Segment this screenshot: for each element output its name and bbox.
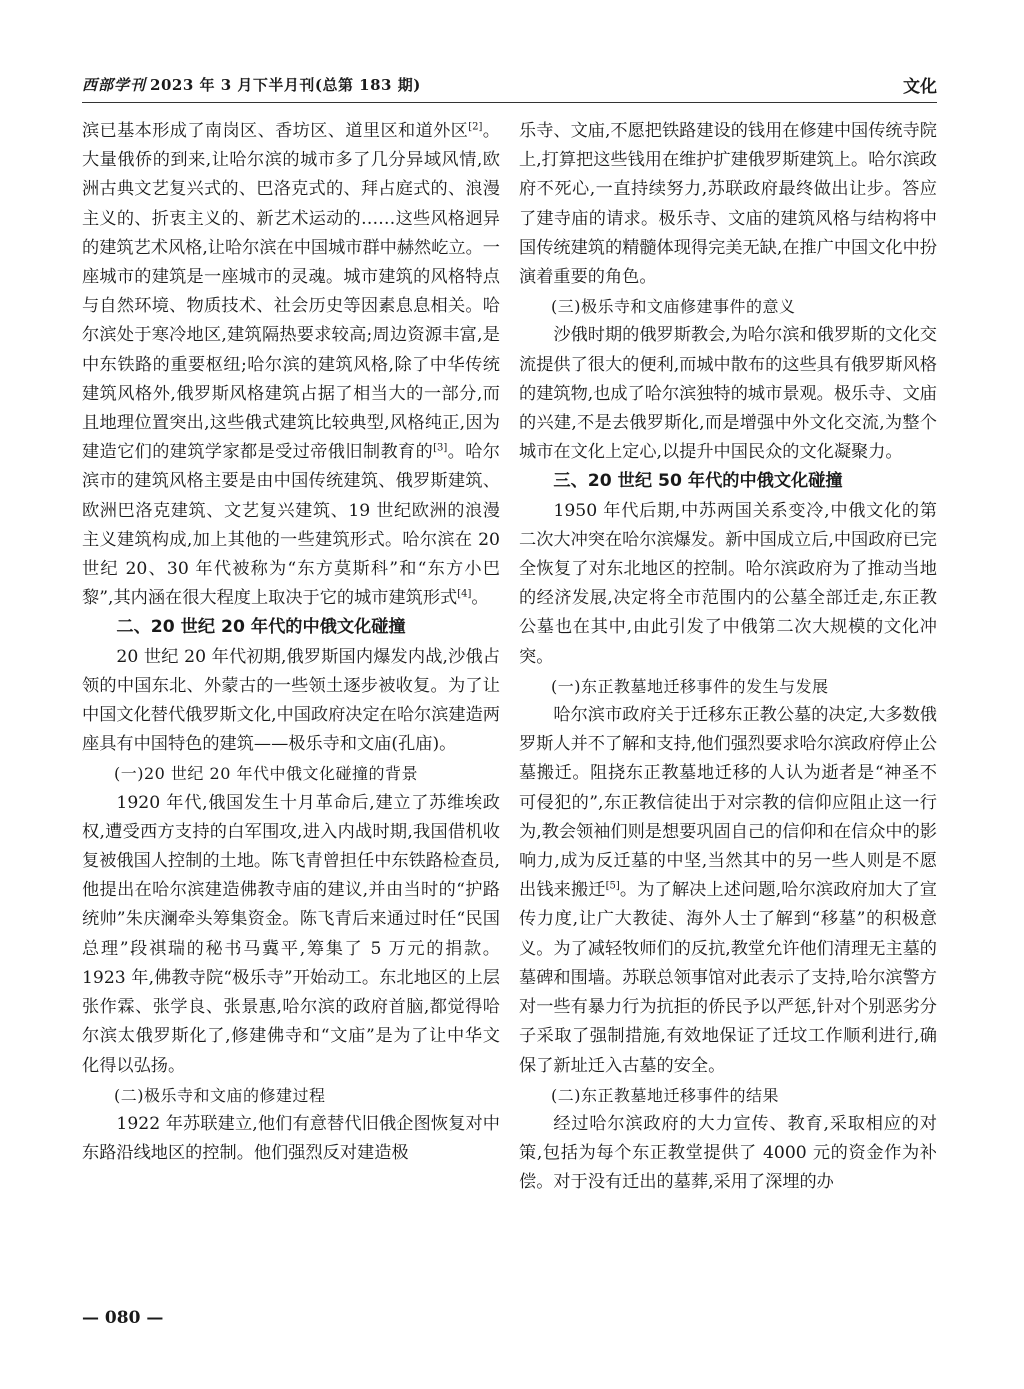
body-paragraph [519,1110,937,1198]
text-run: 哈尔滨市政府关于迁移东正教公墓的决定,大多数俄罗斯人并不了解和支持,他们强烈要求哈尔滨政府停止公墓搬迁。阻挠东正教墓地迁移的人认为逝者是“神圣不可侵犯的”,东正教信徒出于对宗教的信仰应阻止这一行为,教会领袖们则是想要巩固自己的信仰和在信众中的影响力,成为反迁墓的中坚,当然其中的另一些人则是不愿出钱来搬迁 [519,705,937,901]
right-column [519,117,937,1198]
text-run: (三)极乐寺和文庙修建事件的意义 [551,297,796,317]
subsection-heading [82,1081,500,1110]
subsection-heading [82,759,500,788]
citation-marker: [5] [605,880,620,892]
text-run: 。哈尔滨市的建筑风格主要是由中国传统建筑、俄罗斯建筑、欧洲巴洛克建筑、文艺复兴建筑、19 世纪欧洲的浪漫主义建筑构成,加上其他的一些建筑形式。哈尔滨在 20 世纪 20、30 年代被称为“东方莫斯科”和“东方小巴黎”,其内涵在很大程度上取决于它的城市建筑形式 [82,442,500,609]
text-run: (二)极乐寺和文庙的修建过程 [114,1085,326,1105]
body-paragraph [82,643,500,760]
text-run: 乐寺、文庙,不愿把铁路建设的钱用在修建中国传统寺院上,打算把这些钱用在维护扩建俄罗斯建筑上。哈尔滨政府不死心,一直持续努力,苏联政府最终做出让步。答应了建寺庙的请求。极乐寺、文庙的建筑风格与结构将中国传统建筑的精髓体现得完美无缺,在推广中国文化中扮演着重要的角色。 [519,121,937,288]
subsection-heading [519,672,937,701]
text-run: 1922 年苏联建立,他们有意替代旧俄企图恢复对中东路沿线地区的控制。他们强烈反对建造极 [82,1113,500,1164]
body-paragraph [82,789,500,1081]
text-run: 。为了解决上述问题,哈尔滨政府加大了宣传力度,让广大教徒、海外人士了解到“移墓”的积极意义。为了减轻牧师们的反抗,教堂允许他们清理无主墓的墓碑和围墙。苏联总领事馆对此表示了支持,哈尔滨警方对一些有暴力行为抗拒的侨民予以严惩,针对个别恶劣分子采取了强制措施,有效地保证了迁坟工作顺利进行,确保了新址迁入古墓的安全。 [519,880,937,1076]
text-run: (一)东正教墓地迁移事件的发生与发展 [551,676,829,696]
text-run: 。大量俄侨的到来,让哈尔滨的城市多了几分异域风情,欧洲古典文艺复兴式的、巴洛克式的、拜占庭式的、浪漫主义的、折衷主义的、新艺术运动的……这些风格迥异的建筑艺术风格,让哈尔滨在中国城市群中赫然屹立。一座城市的建筑是一座城市的灵魂。城市建筑的风格特点与自然环境、物质技术、社会历史等因素息息相关。哈尔滨处于寒冷地区,建筑隔热要求较高;周边资源丰富,是中东铁路的重要枢纽;哈尔滨的建筑风格,除了中华传统建筑风格外,俄罗斯风格建筑占据了相当大的一部分,而且地理位置突出,这些俄式建筑比较典型,风格纯正,因为建造它们的建筑学家都是受过帝俄旧制教育的 [82,121,500,463]
running-header [82,72,937,100]
citation-marker: [4] [457,588,472,600]
subsection-heading [519,292,937,321]
journal-name: 西部学刊 [82,76,147,94]
text-run: 经过哈尔滨政府的大力宣传、教育,采取相应的对策,包括为每个东正教堂提供了 4000 元的资金作为补偿。对于没有迁出的墓葬,采用了深埋的办 [519,1113,937,1193]
citation-marker: [2] [468,121,483,133]
citation-marker: [3] [433,442,448,454]
body-paragraph [519,497,937,672]
body-paragraph [519,321,937,467]
body-paragraph [82,117,500,613]
page-number: — 080 — [82,1308,164,1328]
text-run: (二)东正教墓地迁移事件的结果 [551,1085,779,1105]
text-run: 。 [471,588,489,609]
text-run: 二、20 世纪 20 年代的中俄文化碰撞 [116,617,406,638]
text-run: 1920 年代,俄国发生十月革命后,建立了苏维埃政权,遭受西方支持的白军围攻,进入内战时期,我国借机收复被俄国人控制的土地。陈飞青曾担任中东铁路检查员,他提出在哈尔滨建造佛教寺庙的建议,并由当时的“护路统帅”朱庆澜牵头筹集资金。陈飞青后来通过时任“民国总理”段祺瑞的秘书马冀平,筹集了 5 万元的捐款。1923 年,佛教寺院“极乐寺”开始动工。东北地区的上层张作霖、张学良、张景惠,哈尔滨的政府首脑,都觉得哈尔滨太俄罗斯化了,修建佛寺和“文庙”是为了让中华文化得以弘扬。 [82,792,500,1076]
body-paragraph [82,1110,500,1168]
text-run: (一)20 世纪 20 年代中俄文化碰撞的背景 [114,764,418,784]
text-run: 20 世纪 20 年代初期,俄罗斯国内爆发内战,沙俄占领的中国东北、外蒙古的一些领土逐步被收复。为了让中国文化替代俄罗斯文化,中国政府决定在哈尔滨建造两座具有中国特色的建筑——极乐寺和文庙(孔庙)。 [82,646,500,755]
section-heading [82,613,500,642]
text-run: 1950 年代后期,中苏两国关系变冷,中俄文化的第二次大冲突在哈尔滨爆发。新中国成立后,中国政府已完全恢复了对东北地区的控制。哈尔滨政府为了推动当地的经济发展,决定将全市范围内的公墓全部迁走,东正教公墓也在其中,由此引发了中俄第二次大规模的文化冲突。 [519,500,937,667]
subsection-heading [519,1081,937,1110]
header-rule [82,102,937,103]
left-column [82,117,500,1168]
text-run: 沙俄时期的俄罗斯教会,为哈尔滨和俄罗斯的文化交流提供了很大的便利,而城中散布的这些具有俄罗斯风格的建筑物,也成了哈尔滨独特的城市景观。极乐寺、文庙的兴建,不是去俄罗斯化,而是增强中外文化交流,为整个城市在文化上定心,以提升中国民众的文化凝聚力。 [519,325,937,463]
body-paragraph [519,117,937,292]
section-heading [519,467,937,496]
text-run: 三、20 世纪 50 年代的中俄文化碰撞 [553,471,843,492]
issue-label: 2023 年 3 月下半月刊(总第 183 期) [150,76,421,94]
body-paragraph [519,701,937,1081]
journal-issue-line [82,74,421,95]
text-run: 滨已基本形成了南岗区、香坊区、道里区和道外区 [82,121,469,141]
section-label: 文化 [903,77,937,97]
